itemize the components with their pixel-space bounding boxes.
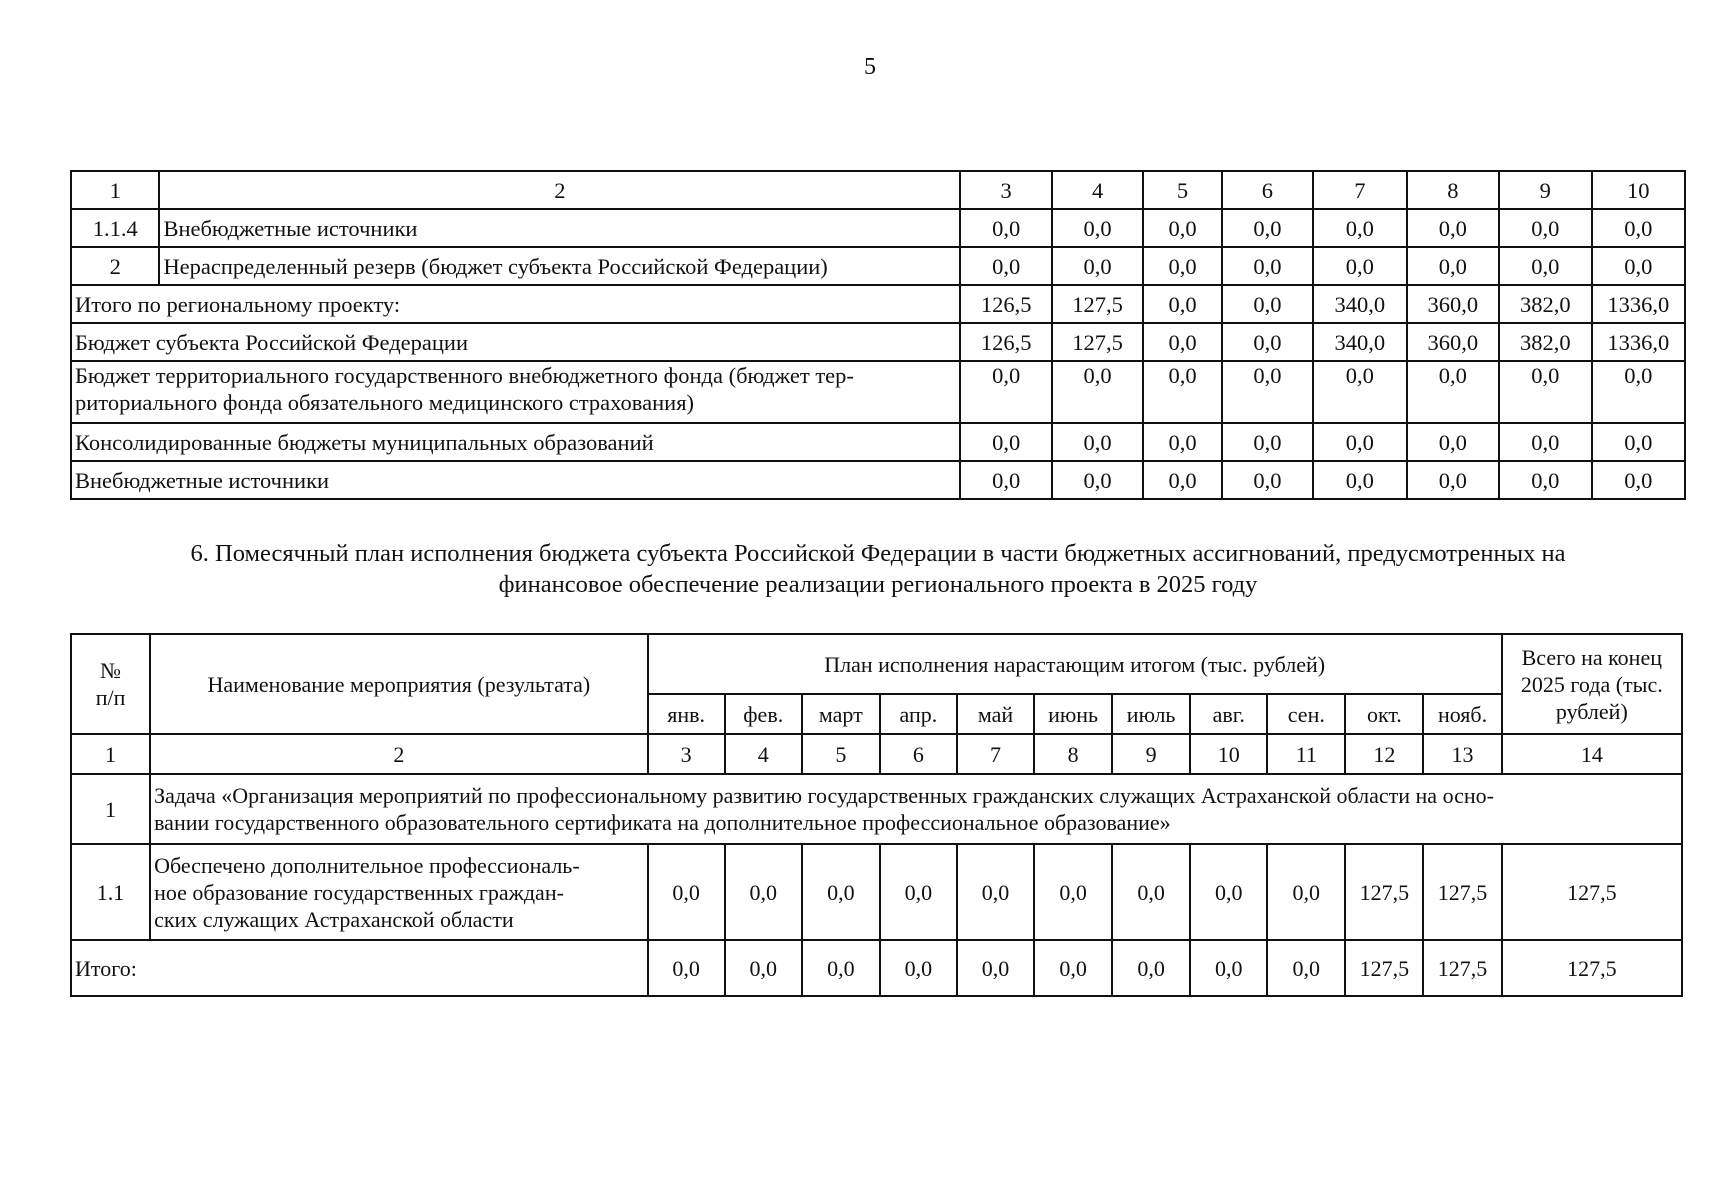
value-cell: 127,5: [1345, 844, 1423, 940]
value-cell: 0,0: [1407, 361, 1499, 423]
task-text-line: Задача «Организация мероприятий по профессиональному развитию государственных гражданских служащих Астраханской области на осно-: [154, 783, 1494, 808]
summary-row: [71, 361, 1685, 423]
summary-row: [71, 423, 1685, 461]
month-header: июль: [1112, 694, 1190, 734]
summary-label: Итого по региональному проекту:: [71, 285, 960, 323]
summary-row: [71, 285, 1685, 323]
task-number: 1: [71, 774, 150, 844]
column-number: 2: [159, 171, 960, 209]
value-cell: 0,0: [1143, 461, 1221, 499]
value-cell: 0,0: [1143, 247, 1221, 285]
month-header: июнь: [1034, 694, 1112, 734]
value-cell: 0,0: [725, 940, 802, 996]
month-header: окт.: [1345, 694, 1423, 734]
value-cell: 0,0: [1052, 461, 1143, 499]
column-number: 4: [1052, 171, 1143, 209]
value-cell: 126,5: [960, 285, 1051, 323]
summary-label: [71, 361, 960, 423]
value-cell: 127,5: [1052, 285, 1143, 323]
value-cell: 127,5: [1345, 940, 1423, 996]
value-cell: 0,0: [1592, 423, 1686, 461]
value-cell: 0,0: [1222, 461, 1313, 499]
value-cell: 0,0: [648, 844, 725, 940]
value-cell: 0,0: [1034, 844, 1112, 940]
column-number: 8: [1034, 734, 1112, 774]
row-name-line: ное образование государственных граждан-: [154, 879, 564, 905]
value-cell: 0,0: [1052, 361, 1143, 423]
value-cell: 0,0: [960, 361, 1051, 423]
value-cell: 0,0: [960, 423, 1051, 461]
header-activity-name: Наименование мероприятия (результата): [150, 634, 648, 734]
value-cell: 0,0: [1407, 423, 1499, 461]
header-total-line: 2025 года (тыс.: [1520, 671, 1663, 697]
value-cell: 0,0: [1592, 247, 1686, 285]
month-header: апр.: [880, 694, 957, 734]
value-cell: 0,0: [957, 940, 1034, 996]
column-number: 14: [1502, 734, 1682, 774]
value-cell: 1336,0: [1592, 285, 1686, 323]
header-num-line: п/п: [95, 685, 126, 710]
value-cell: 127,5: [1052, 323, 1143, 361]
value-cell: 0,0: [1222, 285, 1313, 323]
total-label: Итого:: [71, 940, 648, 996]
summary-label: Внебюджетные источники: [71, 461, 960, 499]
value-cell: 0,0: [1407, 209, 1499, 247]
value-cell: 127,5: [1423, 940, 1501, 996]
value-cell: 1336,0: [1592, 323, 1686, 361]
row-number: 1.1: [71, 844, 150, 940]
summary-label-line: Бюджет территориального государственного внебюджетного фонда (бюджет тер-: [75, 363, 854, 388]
section-6-heading: [70, 538, 1686, 600]
budget-table: [70, 170, 1686, 500]
column-number: 13: [1423, 734, 1501, 774]
value-cell: 0,0: [880, 844, 957, 940]
value-cell: 382,0: [1499, 285, 1591, 323]
value-cell: 0,0: [648, 940, 725, 996]
column-number: 7: [957, 734, 1034, 774]
value-cell: 0,0: [1143, 361, 1221, 423]
row-name: Нераспределенный резерв (бюджет субъекта Российской Федерации): [159, 247, 960, 285]
row-name: Внебюджетные источники: [159, 209, 960, 247]
column-number: 12: [1345, 734, 1423, 774]
column-number: 9: [1112, 734, 1190, 774]
header-plan: План исполнения нарастающим итогом (тыс. рублей): [648, 634, 1502, 694]
column-number: 6: [1222, 171, 1313, 209]
month-header: сен.: [1267, 694, 1345, 734]
value-cell: 0,0: [1499, 209, 1591, 247]
value-cell: 0,0: [1143, 323, 1221, 361]
summary-row: [71, 461, 1685, 499]
value-cell: 340,0: [1313, 285, 1406, 323]
value-cell: 360,0: [1407, 285, 1499, 323]
value-cell: 0,0: [1222, 209, 1313, 247]
task-text-line: вании государственного образовательного сертификата на дополнительное профессиональное образование»: [154, 810, 1171, 835]
column-number: 5: [802, 734, 880, 774]
month-header: авг.: [1190, 694, 1267, 734]
total-cell: 127,5: [1502, 940, 1682, 996]
value-cell: 0,0: [1407, 247, 1499, 285]
value-cell: 0,0: [1222, 423, 1313, 461]
value-cell: 0,0: [1143, 209, 1221, 247]
value-cell: 0,0: [1499, 423, 1591, 461]
value-cell: 0,0: [1034, 940, 1112, 996]
value-cell: 382,0: [1499, 323, 1591, 361]
header-num: [71, 634, 150, 734]
month-header: фев.: [725, 694, 802, 734]
table-row: [71, 209, 1685, 247]
month-header: нояб.: [1423, 694, 1501, 734]
header-total: [1502, 634, 1682, 734]
value-cell: 0,0: [1499, 461, 1591, 499]
section-heading-line: 6. Помесячный план исполнения бюджета субъекта Российской Федерации в части бюджетных ассигнований, предусмотренных на: [190, 540, 1566, 567]
column-number: 11: [1267, 734, 1345, 774]
value-cell: 0,0: [1052, 209, 1143, 247]
value-cell: 0,0: [1313, 423, 1406, 461]
value-cell: 340,0: [1313, 323, 1406, 361]
summary-label-line: риториального фонда обязательного медицинского страхования): [75, 390, 695, 415]
value-cell: 0,0: [957, 844, 1034, 940]
value-cell: 127,5: [1423, 844, 1501, 940]
value-cell: 0,0: [1112, 844, 1190, 940]
value-cell: 0,0: [802, 844, 880, 940]
row-number: 1.1.4: [71, 209, 159, 247]
value-cell: 0,0: [1143, 423, 1221, 461]
value-cell: 0,0: [1313, 209, 1406, 247]
value-cell: 0,0: [1592, 461, 1686, 499]
value-cell: 0,0: [1112, 940, 1190, 996]
value-cell: 0,0: [1222, 323, 1313, 361]
section-heading-line: финансовое обеспечение реализации регионального проекта в 2025 году: [498, 571, 1258, 598]
header-total-line: Всего на конец: [1521, 644, 1662, 670]
value-cell: 360,0: [1407, 323, 1499, 361]
column-number: 3: [960, 171, 1051, 209]
month-header: янв.: [648, 694, 725, 734]
value-cell: 0,0: [1313, 461, 1406, 499]
table-row: [71, 844, 1682, 940]
column-number: 3: [648, 734, 725, 774]
value-cell: 0,0: [725, 844, 802, 940]
column-number: 5: [1143, 171, 1221, 209]
column-number: 7: [1313, 171, 1406, 209]
column-number: 1: [71, 734, 150, 774]
header-total-line: рублей): [1555, 698, 1628, 724]
column-number: 1: [71, 171, 159, 209]
table-row: [71, 247, 1685, 285]
value-cell: 0,0: [1313, 361, 1406, 423]
summary-row: [71, 323, 1685, 361]
month-header: март: [802, 694, 880, 734]
value-cell: 0,0: [1592, 209, 1686, 247]
value-cell: 0,0: [1190, 844, 1267, 940]
column-number: 9: [1499, 171, 1591, 209]
value-cell: 0,0: [960, 247, 1051, 285]
task-text: [150, 774, 1682, 844]
table2-column-number-row: [71, 734, 1682, 774]
column-number: 6: [880, 734, 957, 774]
page-number: 5: [864, 54, 876, 80]
row-name-line: Обеспечено дополнительное профессиональ-: [154, 852, 580, 878]
task-row: [71, 774, 1682, 844]
total-cell: 127,5: [1502, 844, 1682, 940]
value-cell: 0,0: [1267, 940, 1345, 996]
value-cell: 126,5: [960, 323, 1051, 361]
value-cell: 0,0: [1190, 940, 1267, 996]
value-cell: 0,0: [1222, 361, 1313, 423]
value-cell: 0,0: [880, 940, 957, 996]
value-cell: 0,0: [1052, 247, 1143, 285]
value-cell: 0,0: [1222, 247, 1313, 285]
value-cell: 0,0: [1267, 844, 1345, 940]
value-cell: 0,0: [802, 940, 880, 996]
value-cell: 0,0: [960, 209, 1051, 247]
value-cell: 0,0: [1499, 247, 1591, 285]
column-number: 2: [150, 734, 648, 774]
month-header: май: [957, 694, 1034, 734]
value-cell: 0,0: [1499, 361, 1591, 423]
column-number: 4: [725, 734, 802, 774]
value-cell: 0,0: [960, 461, 1051, 499]
total-row: [71, 940, 1682, 996]
column-number: 10: [1592, 171, 1686, 209]
row-name-line: ских служащих Астраханской области: [154, 906, 514, 932]
summary-label: Консолидированные бюджеты муниципальных образований: [71, 423, 960, 461]
value-cell: 0,0: [1052, 423, 1143, 461]
table1-header-row: [71, 171, 1685, 209]
header-num-line: №: [100, 658, 122, 683]
table2-header-row: [71, 634, 1682, 694]
column-number: 10: [1190, 734, 1267, 774]
monthly-plan-table: [70, 633, 1683, 997]
column-number: 8: [1407, 171, 1499, 209]
summary-label: Бюджет субъекта Российской Федерации: [71, 323, 960, 361]
row-number: 2: [71, 247, 159, 285]
value-cell: 0,0: [1143, 285, 1221, 323]
value-cell: 0,0: [1407, 461, 1499, 499]
value-cell: 0,0: [1313, 247, 1406, 285]
value-cell: 0,0: [1592, 361, 1686, 423]
row-name: [150, 844, 648, 940]
